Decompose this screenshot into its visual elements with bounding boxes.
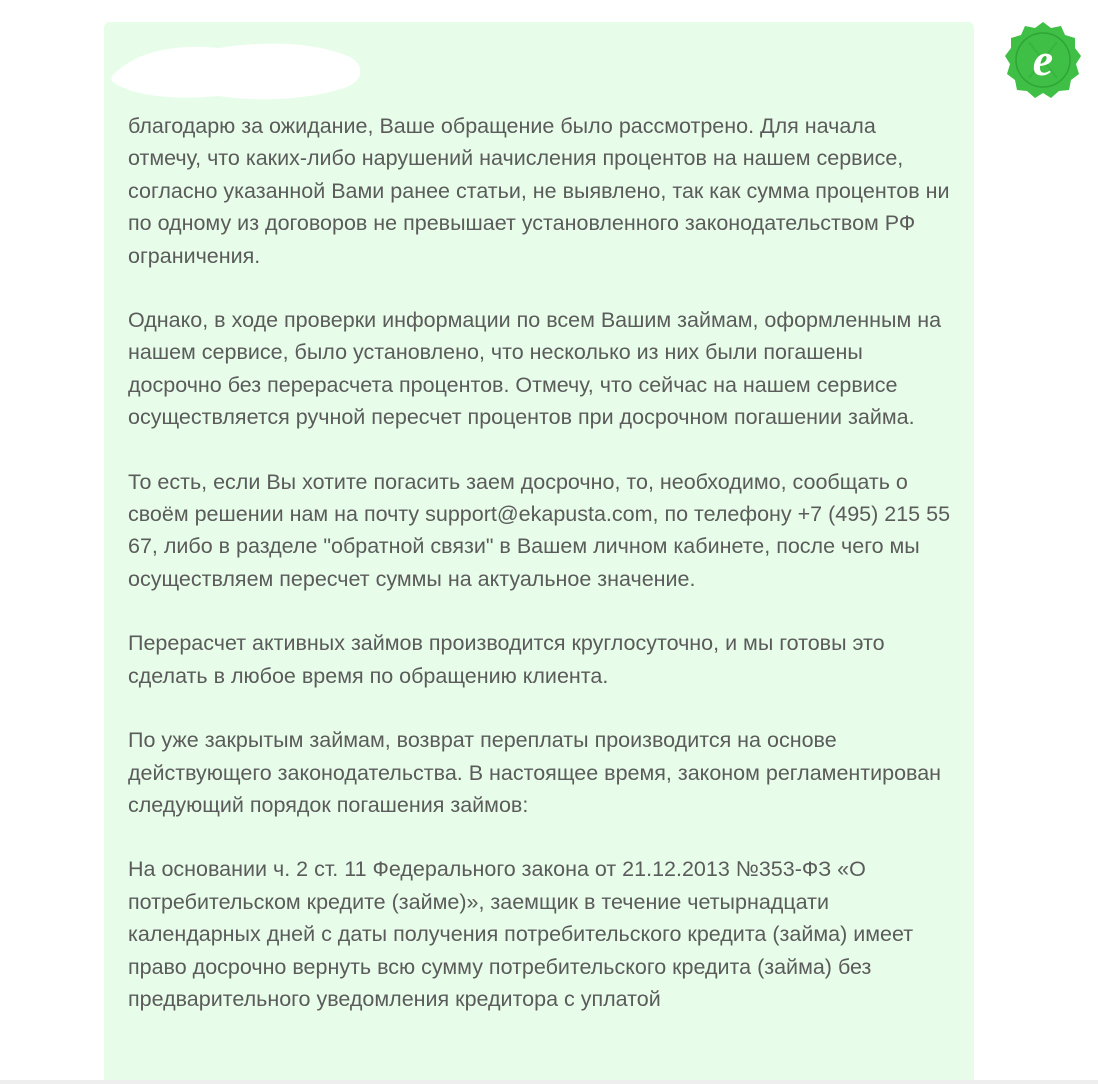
avatar-letter: e	[1032, 34, 1054, 85]
ekapusta-logo-icon	[1003, 20, 1083, 100]
message-paragraph: благодарю за ожидание, Ваше обращение было рассмотрено. Для начала отмечу, что каких-либо нарушений начисления процентов на нашем сервисе, согласно указанной Вами ранее статьи, не выявлено, так как сумма процентов ни по одному из договоров не превышает установленного законодательством РФ ограничения.	[128, 114, 950, 268]
message-paragraph: На основании ч. 2 ст. 11 Федерального закона от 21.12.2013 №353-ФЗ «О потребительском кредите (займе)», заемщик в течение четырнадцати календарных дней с даты получения потребительского кредита (займа) имеет право досрочно вернуть всю сумму потребительского кредита (займа) без предварительного уведомления кредитора с уплатой	[128, 857, 914, 1011]
message-paragraph: Однако, в ходе проверки информации по всем Вашим займам, оформленным на нашем сервисе, было установлено, что несколько из них были погашены досрочно без перерасчета процентов. Отмечу, что сейчас на нашем сервисе осуществляется ручной пересчет процентов при досрочном погашении займа.	[128, 308, 942, 430]
message-bubble	[104, 22, 974, 1084]
message-paragraph: То есть, если Вы хотите погасить заем досрочно, то, необходимо, сообщать о своём решении нам на почту support@ekapusta.com, по телефону +7 (495) 215 55 67, либо в разделе "обратной связи" в Вашем личном кабинете, после чего мы осуществляем пересчет суммы на актуальное значение.	[128, 469, 951, 591]
divider	[0, 1080, 1098, 1084]
message-paragraph: Перерасчет активных займов производится круглосуточно, и мы готовы это сделать в любое время по обращению клиента.	[128, 631, 885, 688]
redacted-sender-name	[108, 30, 368, 110]
message-paragraph: По уже закрытым займам, возврат переплаты производится на основе действующего законодательства. В настоящее время, законом регламентирован следующий порядок погашения займов:	[128, 728, 942, 817]
message-text	[128, 110, 954, 1015]
